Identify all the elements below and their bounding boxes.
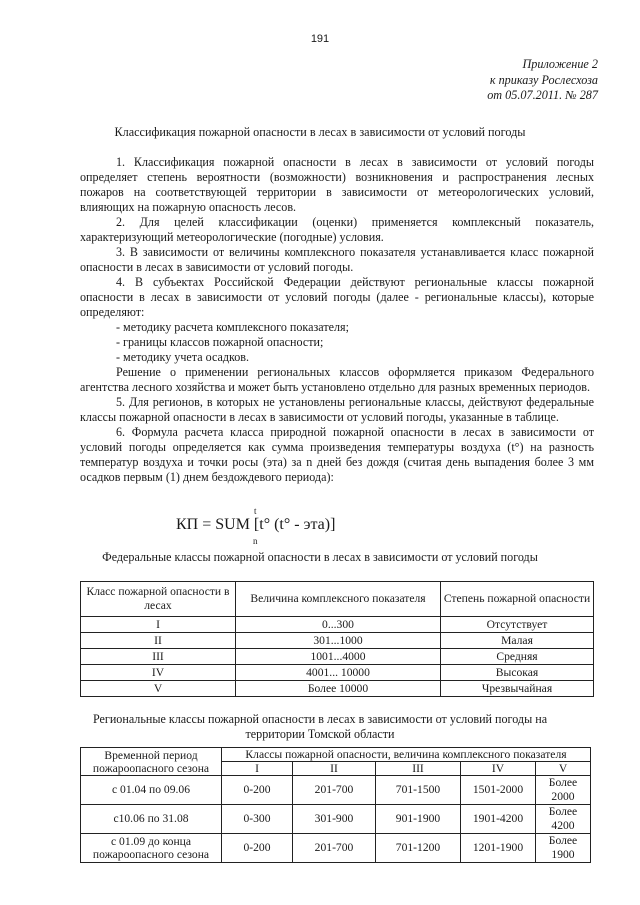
table-header-cell: Класс пожарной опасности в лесах <box>81 582 236 617</box>
table-cell: 201-700 <box>293 834 376 863</box>
table-row <box>81 834 591 863</box>
document-body <box>80 155 594 485</box>
table-cell: 0-200 <box>222 776 293 805</box>
table2-caption-line-1: Региональные классы пожарной опасности в лесах в зависимости от условий погоды на <box>92 712 548 726</box>
table-cell: Отсутствует <box>441 617 594 633</box>
appendix-reference <box>487 57 598 104</box>
table-cell: I <box>81 617 236 633</box>
table-cell: IV <box>81 665 236 681</box>
table-cell: Чрезвычайная <box>441 681 594 697</box>
table-cell: Более 4200 <box>536 805 591 834</box>
table-cell: 201-700 <box>293 776 376 805</box>
list-item: - методику учета осадков. <box>116 350 250 364</box>
federal-classes-table <box>80 581 594 697</box>
paragraph-2: 2. Для целей классификации (оценки) применяется комплексный показатель, характеризующий метеорологические (погодные) условия. <box>80 215 594 244</box>
table-cell: Более 1900 <box>536 834 591 863</box>
table-cell: Малая <box>441 633 594 649</box>
table-row <box>81 776 591 805</box>
table-cell: 901-1900 <box>376 805 461 834</box>
table-cell: с 01.04 по 09.06 <box>81 776 222 805</box>
table-row <box>81 665 594 681</box>
table-cell: 301...1000 <box>236 633 441 649</box>
period-header: Временной период пожароопасного сезона <box>81 748 222 776</box>
table-cell: 701-1500 <box>376 776 461 805</box>
class-label: I <box>222 762 293 776</box>
paragraph-4: 4. В субъектах Российской Федерации действуют региональные классы пожарной опасности в лесах в зависимости от условий погоды (далее - региональные классы), которые определяют: <box>80 275 594 319</box>
table-cell: Средняя <box>441 649 594 665</box>
table-cell: III <box>81 649 236 665</box>
table-header-cell: Величина комплексного показателя <box>236 582 441 617</box>
formula-expression: КП = SUM [t° (t° - эта)] <box>176 516 336 533</box>
table-cell: 1201-1900 <box>461 834 536 863</box>
list-item: - методику расчета комплексного показателя; <box>116 320 349 334</box>
formula-lower-limit: n <box>253 536 258 546</box>
table-cell: с 01.09 до конца пожароопасного сезона <box>81 834 222 863</box>
paragraph-4b: Решение о применении региональных классов оформляется приказом Федерального агентства лесного хозяйства и может быть установлено отдельно для разных временных периодов. <box>80 365 594 394</box>
table-row <box>81 681 594 697</box>
class-label: IV <box>461 762 536 776</box>
table-cell: Более 10000 <box>236 681 441 697</box>
appendix-line-1: Приложение 2 <box>522 57 598 71</box>
formula-upper-limit: t <box>254 506 257 516</box>
page-number: 191 <box>310 33 330 45</box>
formula <box>176 506 476 546</box>
table-cell: 301-900 <box>293 805 376 834</box>
table2-caption-line-2: территории Томской области <box>245 727 395 741</box>
table-row <box>81 617 594 633</box>
table-row <box>81 805 591 834</box>
class-label: II <box>293 762 376 776</box>
table-cell: 0-200 <box>222 834 293 863</box>
table-row <box>81 649 594 665</box>
class-label: V <box>536 762 591 776</box>
paragraph-5: 5. Для регионов, в которых не установлены региональные классы, действуют федеральные классы пожарной опасности в лесах в зависимости от условий погоды, указанные в таблице. <box>80 395 594 424</box>
table-cell: 0...300 <box>236 617 441 633</box>
table-header-row <box>81 582 594 617</box>
table-header-cell: Степень пожарной опасности <box>441 582 594 617</box>
list-item: - границы классов пожарной опасности; <box>116 335 324 349</box>
table-row <box>81 633 594 649</box>
paragraph-6: 6. Формула расчета класса природной пожарной опасности в лесах в зависимости от условий погоды определяется как сумма произведения температуры воздуха (t°) на разность температур воздуха и точки росы (эта) за n дней без дождя (считая день выпадения более 3 мм осадков первым (1) днем бездождевого периода): <box>80 425 594 484</box>
paragraph-3: 3. В зависимости от величины комплексного показателя устанавливается класс пожарной опасности в лесах в зависимости от условий погоды. <box>80 245 594 274</box>
table-cell: 1001...4000 <box>236 649 441 665</box>
appendix-line-2: к приказу Рослесхоза <box>489 72 598 87</box>
table-cell: 1901-4200 <box>461 805 536 834</box>
class-label: III <box>376 762 461 776</box>
table-cell: V <box>81 681 236 697</box>
table-cell: 4001... 10000 <box>236 665 441 681</box>
paragraph-1: 1. Классификация пожарной опасности в лесах в зависимости от условий погоды определяет степень вероятности (возможности) возникновения и распространения лесных пожаров на соответствующей территории в зависимости от метеорологических условий, влияющих на пожарную опасность лесов. <box>80 155 594 214</box>
tomsk-regional-classes-table <box>80 747 591 863</box>
classes-header: Классы пожарной опасности, величина комплексного показателя <box>222 748 591 762</box>
table-header-row <box>81 748 591 762</box>
table-cell: 701-1200 <box>376 834 461 863</box>
table-cell: с10.06 по 31.08 <box>81 805 222 834</box>
table-cell: Более 2000 <box>536 776 591 805</box>
table-cell: 1501-2000 <box>461 776 536 805</box>
document-title: Классификация пожарной опасности в лесах в зависимости от условий погоды <box>114 125 526 139</box>
table2-caption <box>0 712 640 742</box>
table1-caption: Федеральные классы пожарной опасности в лесах в зависимости от условий погоды <box>102 550 538 564</box>
table-cell: 0-300 <box>222 805 293 834</box>
table-cell: II <box>81 633 236 649</box>
table-cell: Высокая <box>441 665 594 681</box>
appendix-line-3: от 05.07.2011. № 287 <box>487 88 598 102</box>
